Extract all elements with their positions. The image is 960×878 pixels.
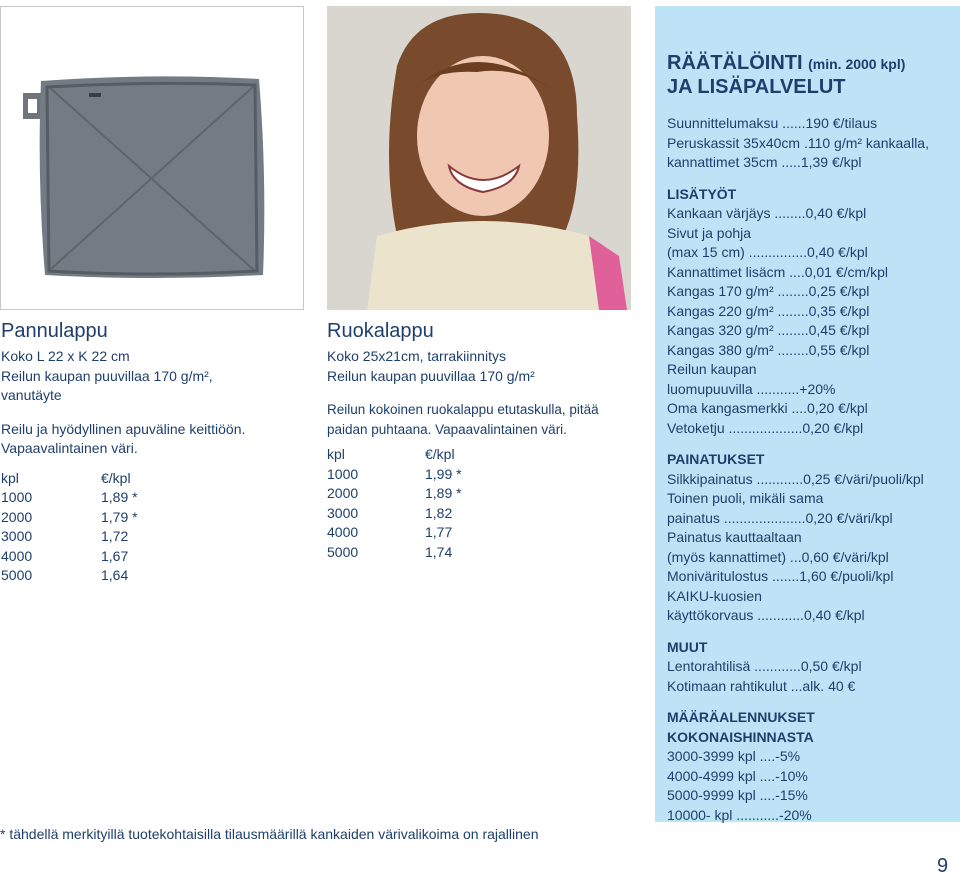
price-line: Peruskassit 35x40cm .110 g/m² kankaalla, xyxy=(667,134,929,151)
girl-with-bib-image xyxy=(327,6,631,310)
price-line: Suunnittelumaksu ......190 €/tilaus xyxy=(667,115,878,131)
price-line: Kangas 380 g/m² ........0,55 €/kpl xyxy=(667,341,870,358)
table-row xyxy=(327,484,462,504)
section-heading: MUUT xyxy=(667,638,708,655)
pannulappu-desc2: Vapaavalintainen väri. xyxy=(1,440,138,456)
ruokalappu-title: Ruokalappu xyxy=(327,320,434,342)
pannulappu-title: Pannulappu xyxy=(1,320,108,342)
table-row xyxy=(1,566,138,586)
panel-subtitle: JA LISÄPALVELUT xyxy=(667,76,846,98)
price-cell: 1,79 * xyxy=(101,508,138,525)
price-cell: 1,77 xyxy=(425,524,453,540)
price-line: Painatus kauttaaltaan xyxy=(667,529,802,545)
price-cell: 1,74 xyxy=(425,543,453,560)
ruokalappu-material: Reilun kaupan puuvillaa 170 g/m² xyxy=(327,367,535,384)
table-row xyxy=(327,465,462,485)
qty-cell: 3000 xyxy=(1,528,33,544)
discount-line: 5000-9999 kpl ....-15% xyxy=(667,787,808,803)
price-line: Moniväritulostus .......1,60 €/puoli/kpl xyxy=(667,568,894,584)
qty-cell: 2000 xyxy=(327,485,359,501)
price-line: Lentorahtilisä ............0,50 €/kpl xyxy=(667,658,862,674)
table-row xyxy=(1,508,138,528)
price-line: Kangas 320 g/m² ........0,45 €/kpl xyxy=(667,322,870,338)
footnote: * tähdellä merkityillä tuotekohtaisilla tilausmäärillä kankaiden värivalikoima on rajallinen xyxy=(0,826,539,842)
panel-title-main: RÄÄTÄLÖINTI xyxy=(667,52,803,74)
price-cell: 1,82 xyxy=(425,504,453,521)
price-cell: 1,67 xyxy=(101,547,129,564)
price-cell: 1,99 * xyxy=(425,465,462,482)
table-row xyxy=(327,523,462,543)
intro-list xyxy=(667,114,957,173)
discount-line: 3000-3999 kpl ....-5% xyxy=(667,748,801,764)
lisatyot-section xyxy=(667,185,957,439)
price-cell: 1,64 xyxy=(101,567,129,583)
price-line: painatus .....................0,20 €/väri/kpl xyxy=(667,509,893,526)
pannulappu-section xyxy=(1,320,301,586)
ruokalappu-desc2: paidan puhtaana. Vapaavalintainen väri. xyxy=(327,421,567,437)
painatukset-section xyxy=(667,450,957,626)
price-line: Vetoketju ...................0,20 €/kpl xyxy=(667,419,864,436)
ruokalappu-desc1: Reilun kokoinen ruokalappu etutaskulla, pitää xyxy=(327,402,599,417)
price-line: Reilun kaupan xyxy=(667,361,757,377)
muut-section xyxy=(667,638,957,697)
price-line: Toinen puoli, mikäli sama xyxy=(667,490,824,506)
qty-cell: 3000 xyxy=(327,504,359,521)
discount-line: 4000-4999 kpl ....-10% xyxy=(667,767,808,784)
price-line: Kangas 220 g/m² ........0,35 €/kpl xyxy=(667,302,870,319)
table-row xyxy=(327,543,462,563)
section-heading: PAINATUKSET xyxy=(667,451,765,467)
qty-cell: 2000 xyxy=(1,508,33,525)
price-line: Sivut ja pohja xyxy=(667,224,752,241)
discount-section xyxy=(667,708,957,825)
price-line: KAIKU-kuosien xyxy=(667,587,762,604)
table-header-price: €/kpl xyxy=(101,469,131,486)
services-panel xyxy=(655,6,960,822)
qty-cell: 1000 xyxy=(1,489,33,505)
discount-line: 10000- kpl ...........-20% xyxy=(667,806,812,823)
table-row xyxy=(1,547,138,567)
pannulappu-desc1: Reilu ja hyödyllinen apuväline keittiöön. xyxy=(1,420,246,437)
pot-holder-image xyxy=(1,7,303,309)
table-header-qty: kpl xyxy=(1,469,19,486)
price-line: (max 15 cm) ...............0,40 €/kpl xyxy=(667,244,868,260)
panel-title xyxy=(667,52,957,76)
qty-cell: 1000 xyxy=(327,465,359,482)
qty-cell: 5000 xyxy=(327,543,359,560)
qty-cell: 5000 xyxy=(1,567,33,583)
qty-cell: 4000 xyxy=(1,547,33,564)
price-line: kannattimet 35cm .....1,39 €/kpl xyxy=(667,154,862,170)
price-line: Kotimaan rahtikulut ...alk. 40 € xyxy=(667,677,856,694)
pannulappu-price-table xyxy=(1,469,138,586)
pot-holder-photo xyxy=(0,6,304,310)
section-heading: MÄÄRÄALENNUKSET KOKONAISHINNASTA xyxy=(667,709,815,745)
pannulappu-size: Koko L 22 x K 22 cm xyxy=(1,348,130,364)
table-row xyxy=(327,504,462,524)
price-cell: 1,72 xyxy=(101,528,129,544)
qty-cell: 4000 xyxy=(327,524,359,540)
price-line: luomupuuvilla ...........+20% xyxy=(667,380,836,397)
price-line: Oma kangasmerkki ....0,20 €/kpl xyxy=(667,400,868,416)
price-line: Kannattimet lisäcm ....0,01 €/cm/kpl xyxy=(667,263,888,280)
price-cell: 1,89 * xyxy=(425,485,462,501)
page-number: 9 xyxy=(937,855,949,877)
price-line: Kangas 170 g/m² ........0,25 €/kpl xyxy=(667,283,870,299)
table-row xyxy=(1,488,138,508)
price-line: Kankaan värjäys ........0,40 €/kpl xyxy=(667,205,867,221)
ruokalappu-price-table xyxy=(327,445,462,562)
price-cell: 1,89 * xyxy=(101,489,138,505)
panel-title-note: (min. 2000 kpl) xyxy=(808,56,906,72)
table-header-qty: kpl xyxy=(327,446,345,462)
price-line: Silkkipainatus ............0,25 €/väri/puoli/kpl xyxy=(667,470,924,487)
table-header-price: €/kpl xyxy=(425,446,455,462)
price-line: käyttökorvaus ............0,40 €/kpl xyxy=(667,607,865,623)
section-heading: LISÄTYÖT xyxy=(667,185,737,202)
table-row xyxy=(1,527,138,547)
ruokalappu-section xyxy=(327,320,637,562)
price-line: (myös kannattimet) ...0,60 €/väri/kpl xyxy=(667,548,889,565)
ruokalappu-size: Koko 25x21cm, tarrakiinnitys xyxy=(327,348,506,364)
bib-photo xyxy=(327,6,631,310)
pannulappu-material: Reilun kaupan puuvillaa 170 g/m², vanutäyte xyxy=(1,367,213,403)
